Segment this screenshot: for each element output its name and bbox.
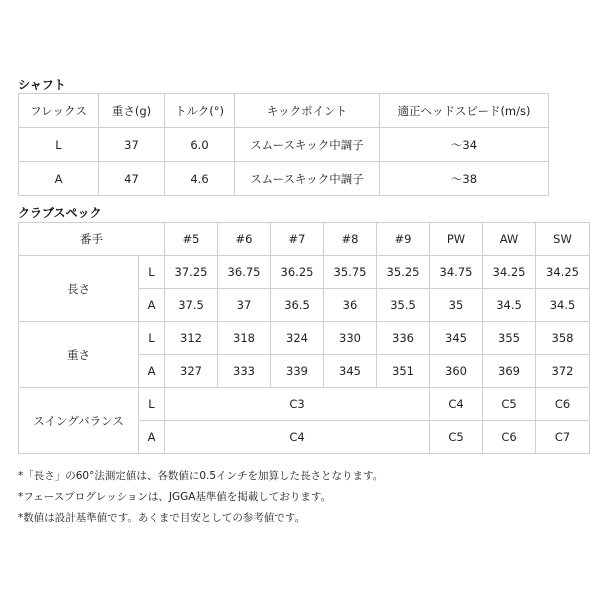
header-number: AW bbox=[483, 223, 536, 256]
cell: 318 bbox=[218, 322, 271, 355]
shaft-spec-table bbox=[18, 93, 549, 196]
table-row bbox=[19, 128, 549, 162]
cell: 36.75 bbox=[218, 256, 271, 289]
cell: 312 bbox=[165, 322, 218, 355]
cell: 36.5 bbox=[271, 289, 324, 322]
cell: 369 bbox=[483, 355, 536, 388]
club-section-title: クラブスペック bbox=[18, 206, 102, 220]
table-header-row bbox=[19, 223, 590, 256]
header-number: #7 bbox=[271, 223, 324, 256]
cell: 36.25 bbox=[271, 256, 324, 289]
table-row bbox=[19, 322, 590, 355]
cell: C5 bbox=[483, 388, 536, 421]
table-header-row bbox=[19, 94, 549, 128]
cell: 35.75 bbox=[324, 256, 377, 289]
header-weight: 重さ(g) bbox=[99, 94, 165, 128]
cell: 〜34 bbox=[380, 128, 549, 162]
flex-label: A bbox=[139, 289, 165, 322]
cell: スムースキック中調子 bbox=[235, 128, 380, 162]
cell: 330 bbox=[324, 322, 377, 355]
club-spec-table bbox=[18, 222, 590, 454]
cell: 37 bbox=[218, 289, 271, 322]
flex-label: L bbox=[139, 256, 165, 289]
header-club-number: 番手 bbox=[19, 223, 165, 256]
cell: 333 bbox=[218, 355, 271, 388]
header-head-speed: 適正ヘッドスピード(m/s) bbox=[380, 94, 549, 128]
cell: C6 bbox=[483, 421, 536, 454]
footnote: *フェースプログレッションは、JGGA基準値を掲載しております。 bbox=[18, 491, 332, 503]
cell: 345 bbox=[324, 355, 377, 388]
flex-label: L bbox=[139, 388, 165, 421]
header-number: SW bbox=[536, 223, 590, 256]
cell: 358 bbox=[536, 322, 590, 355]
header-number: #6 bbox=[218, 223, 271, 256]
cell: 〜38 bbox=[380, 162, 549, 196]
flex-label: A bbox=[139, 355, 165, 388]
cell: 345 bbox=[430, 322, 483, 355]
row-label-weight: 重さ bbox=[19, 322, 139, 388]
table-row bbox=[19, 256, 590, 289]
cell: 34.25 bbox=[483, 256, 536, 289]
cell: 336 bbox=[377, 322, 430, 355]
row-label-swing-balance: スイングバランス bbox=[19, 388, 139, 454]
table-row bbox=[19, 162, 549, 196]
cell: 37.5 bbox=[165, 289, 218, 322]
cell: C5 bbox=[430, 421, 483, 454]
cell: スムースキック中調子 bbox=[235, 162, 380, 196]
cell: 35 bbox=[430, 289, 483, 322]
cell: 47 bbox=[99, 162, 165, 196]
cell: 339 bbox=[271, 355, 324, 388]
cell: 34.5 bbox=[536, 289, 590, 322]
cell: C7 bbox=[536, 421, 590, 454]
cell: 35.25 bbox=[377, 256, 430, 289]
cell: 34.75 bbox=[430, 256, 483, 289]
cell: 327 bbox=[165, 355, 218, 388]
cell: 37.25 bbox=[165, 256, 218, 289]
header-flex: フレックス bbox=[19, 94, 99, 128]
cell: 372 bbox=[536, 355, 590, 388]
flex-label: L bbox=[139, 322, 165, 355]
header-number: PW bbox=[430, 223, 483, 256]
cell: 360 bbox=[430, 355, 483, 388]
row-label-length: 長さ bbox=[19, 256, 139, 322]
cell: 34.25 bbox=[536, 256, 590, 289]
footnote: *数値は設計基準値です。あくまで目安としての参考値です。 bbox=[18, 512, 306, 524]
cell: L bbox=[19, 128, 99, 162]
table-row bbox=[19, 388, 590, 421]
cell: 35.5 bbox=[377, 289, 430, 322]
shaft-section-title: シャフト bbox=[18, 78, 66, 92]
cell: 37 bbox=[99, 128, 165, 162]
header-number: #9 bbox=[377, 223, 430, 256]
header-number: #8 bbox=[324, 223, 377, 256]
footnotes bbox=[18, 466, 383, 529]
cell: A bbox=[19, 162, 99, 196]
cell: C6 bbox=[536, 388, 590, 421]
cell: 36 bbox=[324, 289, 377, 322]
cell: C4 bbox=[430, 388, 483, 421]
header-kickpoint: キックポイント bbox=[235, 94, 380, 128]
footnote: *「長さ」の60°法測定値は、各数値に0.5インチを加算した長さとなります。 bbox=[18, 470, 384, 482]
cell: 324 bbox=[271, 322, 324, 355]
header-torque: トルク(°) bbox=[165, 94, 235, 128]
cell: 355 bbox=[483, 322, 536, 355]
cell: 34.5 bbox=[483, 289, 536, 322]
merged-cell: C3 bbox=[165, 388, 430, 421]
cell: 4.6 bbox=[165, 162, 235, 196]
cell: 351 bbox=[377, 355, 430, 388]
header-number: #5 bbox=[165, 223, 218, 256]
flex-label: A bbox=[139, 421, 165, 454]
cell: 6.0 bbox=[165, 128, 235, 162]
merged-cell: C4 bbox=[165, 421, 430, 454]
